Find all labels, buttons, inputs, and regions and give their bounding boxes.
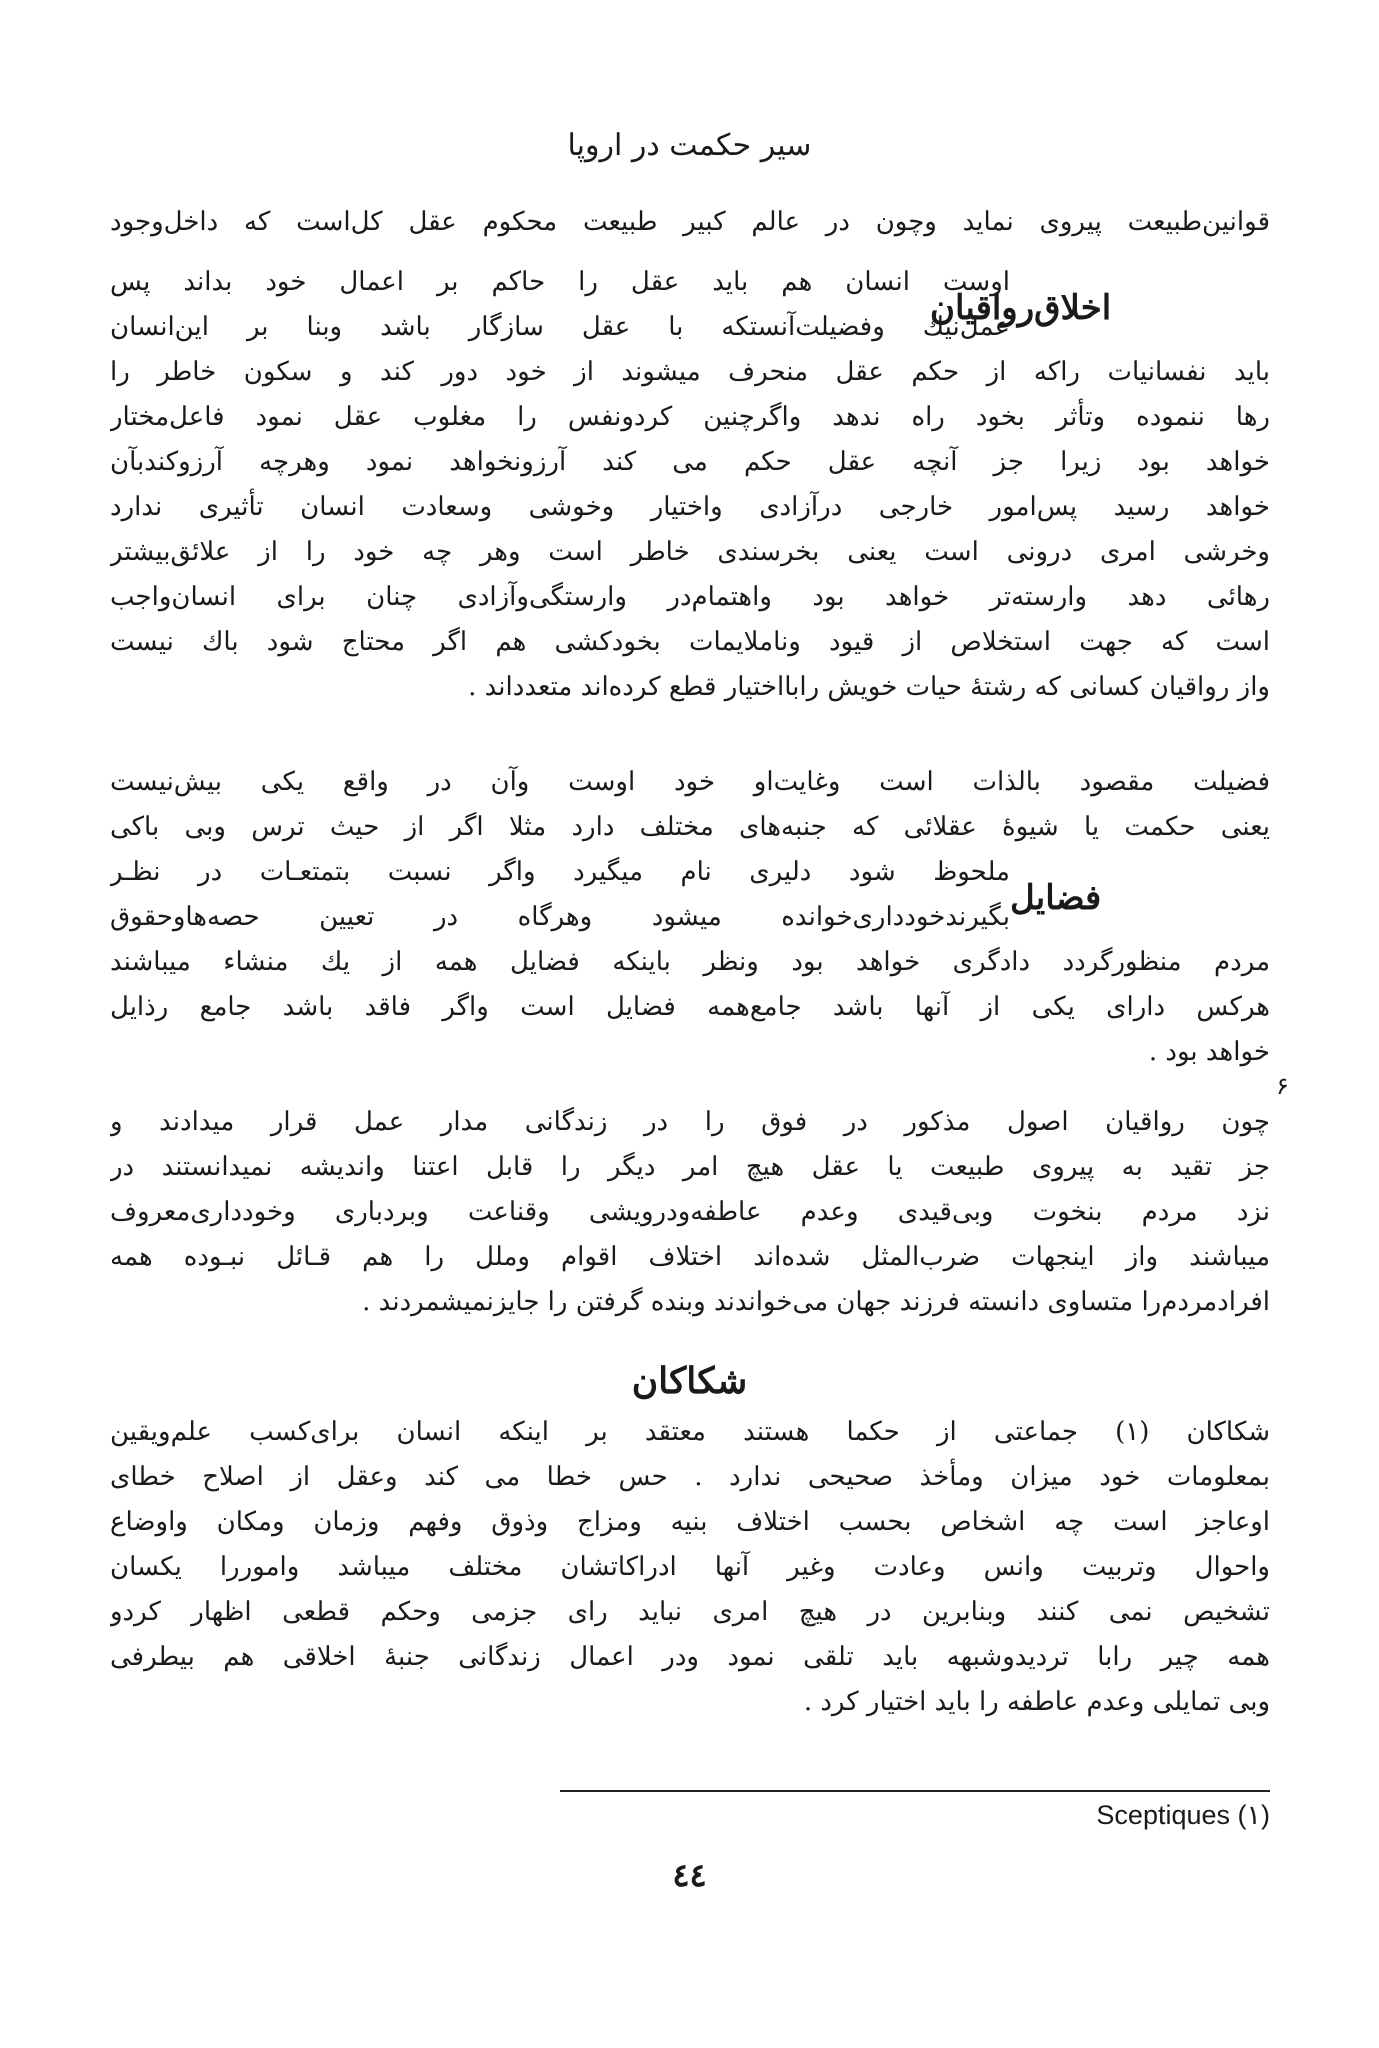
text-line: ملحوظ شود دلیری نام میگیرد واگر نسبت بتمتعـات در نظـر — [110, 857, 1010, 887]
page-number: ٤٤ — [672, 1856, 707, 1894]
text-line: یعنی حکمت یا شیوهٔ عقلائی که جنبه‌های مختلف دارد مثلا اگر از حیث ترس وبی باکی — [110, 812, 1270, 842]
text-line: واز رواقیان کسانی که رشتهٔ حیات خویش رابااختیار قطع کرده‌اند متعدداند . — [468, 672, 1270, 702]
text-line: وبی تمایلی وعدم عاطفه را باید اختیار کرد . — [803, 1687, 1270, 1717]
section-heading-sceptics: شکاکان — [631, 1360, 748, 1402]
text-line: رها ننموده وتأثر بخود راه ندهد واگرچنین کردونفس را مغلوب عقل نمود فاعل‌مختار — [110, 402, 1270, 432]
text-line: تشخیص نمی کنند وبنابرین در هیچ امری نباید رای جزمی وحکم قطعی اظهار کردو — [110, 1597, 1270, 1627]
text-line: نزد مردم بنخوت وبی‌قیدی وعدم عاطفه‌ودرویشی وقناعت وبردباری وخودداری‌معروف — [110, 1197, 1270, 1227]
text-line: اوعاجز است چه اشخاص بحسب اختلاف بنیه ومزاج وذوق وفهم وزمان ومکان واوضاع — [110, 1507, 1270, 1537]
text-line: فضیلت مقصود بالذات است وغایت‌او خود اوست وآن در واقع یکی بیش‌نیست — [110, 767, 1270, 797]
text-line: باید نفسانیات راکه از حکم عقل منحرف میشوند از خود دور کند و سکون خاطر را — [110, 357, 1270, 387]
text-line: جز تقید به پیروی طبیعت یا عقل هیچ امر دیگر را قابل اعتنا واندیشه نمیدانستند در — [110, 1152, 1270, 1182]
margin-heading-stoic-ethics: اخلاق‌رواقیان — [930, 288, 1112, 328]
text-line: اوست انسان هم باید عقل را حاکم بر اعمال خود بداند پس — [110, 267, 1010, 297]
paragraph-1-first — [110, 200, 1270, 245]
text-line: بمعلومات خود میزان ومأخذ صحیحی ندارد . حس خطا می کند وعقل از اصلاح خطای — [110, 1462, 1270, 1492]
text-line: عمل‌نیك وفضیلت‌آنستکه با عقل سازگار باشد وبنا بر این‌انسان — [110, 312, 1010, 342]
text-line: همه چیر رابا تردیدوشبهه باید تلقی نمود ودر اعمال زندگانی جنبهٔ اخلاقی هم بیطرفی — [110, 1642, 1270, 1672]
text-line: قوانین‌طبیعت پیروی نماید وچون در عالم کبیر طبیعت محکوم عقل کل‌است که داخل‌وجود — [110, 207, 1270, 237]
paragraph-1-side — [110, 260, 1010, 350]
margin-heading-virtues: فضایل — [1010, 878, 1102, 918]
footnote-divider — [560, 1790, 1270, 1792]
text-line: میباشند واز اینجهات ضرب‌المثل شده‌اند اختلاف اقوام وملل را هم قـائل نبـوده همه — [110, 1242, 1270, 1272]
footnote: Sceptiques (۱) — [1096, 1800, 1270, 1830]
paragraph-2-first — [110, 760, 1270, 850]
text-line: افرادمردم‌را متساوی دانسته فرزند جهان می‌خواندند وبنده گرفتن را جایزنمیشمردند . — [362, 1287, 1270, 1317]
text-line: شکاکان (۱) جماعتی از حکما هستند معتقد بر اینکه انسان برای‌کسب علم‌ویقین — [110, 1417, 1270, 1447]
text-line: مردم منظورگردد دادگری خواهد بود ونظر باینکه فضایل همه از یك منشاء میباشند — [110, 947, 1270, 977]
paragraph-3 — [110, 1100, 1270, 1325]
text-line: وخرشی امری درونی است یعنی بخرسندی خاطر است وهر چه خود را از علائق‌بیشتر — [110, 537, 1270, 567]
text-line: خواهد بود زیرا جز آنچه عقل حکم می کند آرزونخواهد نمود وهرچه آرزوکندبآن — [110, 447, 1270, 477]
text-line: خواهد بود . — [1148, 1037, 1270, 1067]
text-line: هرکس دارای یکی از آنها باشد جامع‌همه فضایل است واگر فاقد باشد جامع رذایل — [110, 992, 1270, 1022]
text-line: است که جهت استخلاص از قیود وناملایمات بخودکشی هم اگر محتاج شود باك نیست — [110, 627, 1270, 657]
text-line: رهائی دهد وارسته‌تر خواهد بود واهتمام‌در وارستگی‌وآزادی چنان برای انسان‌واجب — [110, 582, 1270, 612]
running-head: سیر حکمت در اروپا — [567, 128, 812, 163]
paragraph-1-rest — [110, 350, 1270, 710]
paragraph-4 — [110, 1410, 1270, 1725]
paragraph-2-side — [110, 850, 1010, 940]
paragraph-2-rest — [110, 940, 1270, 1075]
text-line: بگیرندخودداری‌خوانده میشود وهرگاه در تعیین حصه‌هاوحقوق — [110, 902, 1010, 932]
text-line: چون رواقیان اصول مذکور در فوق را در زندگانی مدار عمل قرار میدادند و — [110, 1107, 1270, 1137]
margin-mark: ۶ — [1276, 1072, 1289, 1100]
text-line: خواهد رسید پس‌امور خارجی درآزادی واختیار وخوشی وسعادت انسان تأثیری ندارد — [110, 492, 1270, 522]
text-line: واحوال وتربیت وانس وعادت وغیر آنها ادراکاتشان مختلف میباشد واموررا یکسان — [110, 1552, 1270, 1582]
